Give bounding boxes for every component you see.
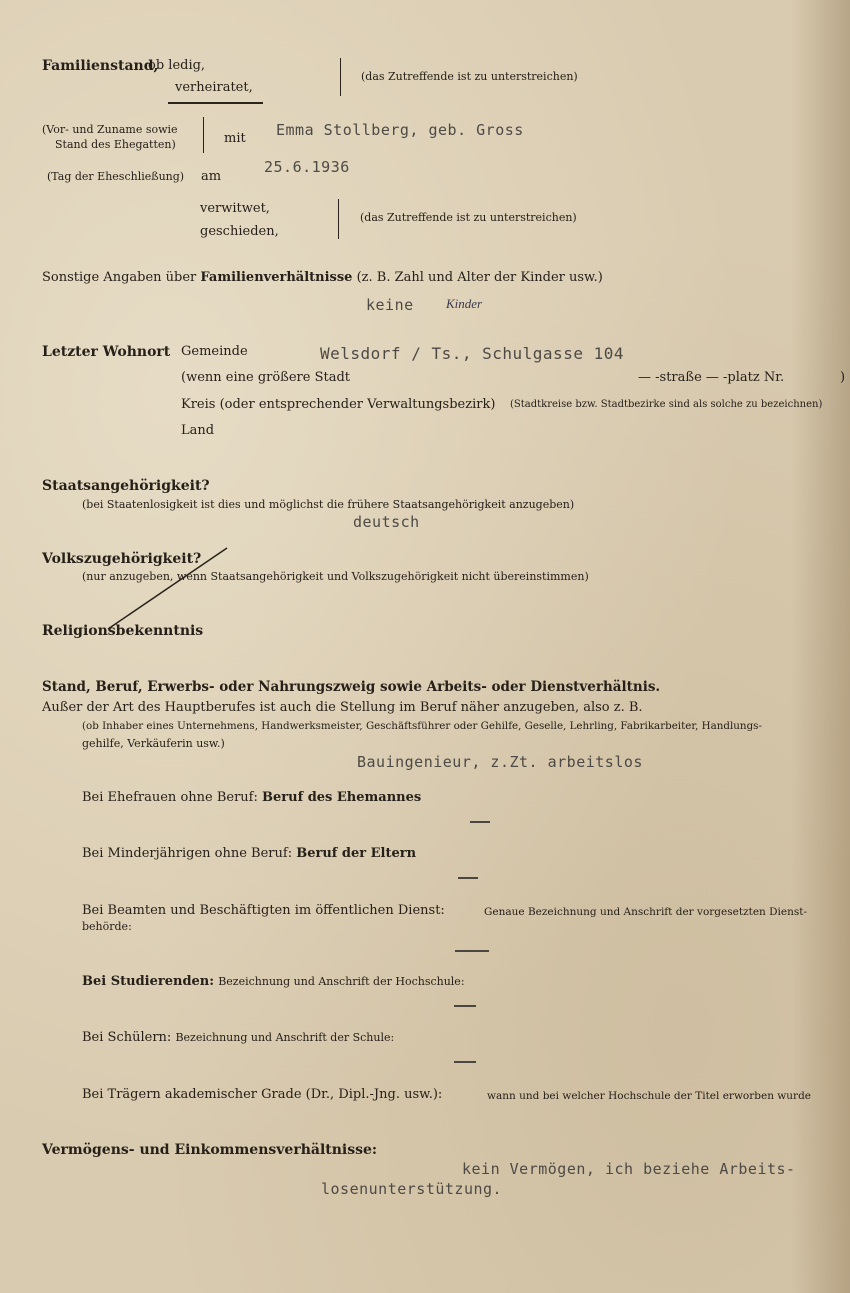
ehegatte-name: Emma Stollberg, geb. Gross <box>276 121 524 139</box>
dash <box>455 950 489 952</box>
tag-label: (Tag der Eheschließung) <box>47 170 185 183</box>
geschieden: geschieden, <box>200 224 279 239</box>
beruf-wert: Bauingenieur, z.Zt. arbeitslos <box>357 753 643 771</box>
klammer-zu: ) <box>840 370 846 385</box>
familienstand-label: Familienstand, <box>42 58 159 74</box>
verwitwet: verwitwet, <box>200 201 270 216</box>
vermoegen-wert-1: kein Vermögen, ich beziehe Arbeits- <box>462 1160 796 1178</box>
ob-ledig: ob ledig, <box>148 58 206 73</box>
staat-label: Staatsangehörigkeit? <box>42 478 210 494</box>
mit-label: mit <box>224 131 246 146</box>
studierende-label: Bei Studierenden: Bezeichnung und Anschrift der Hochschule: <box>82 974 465 989</box>
akadem-hinweis: wann und bei welcher Hochschule der Titel erworben wurde <box>487 1090 812 1102</box>
stadt-hinweis: (wenn eine größere Stadt <box>181 370 351 385</box>
strike-line <box>100 545 230 635</box>
behoerde-label: behörde: <box>82 920 132 933</box>
gemeinde-wert: Welsdorf / Ts., Schulgasse 104 <box>320 344 624 363</box>
dash <box>458 877 478 879</box>
minderjaehrige-label: Bei Minderjährigen ohne Beruf: Beruf der Eltern <box>82 846 417 861</box>
dash <box>454 1061 476 1063</box>
ehefrauen-label: Bei Ehefrauen ohne Beruf: Beruf des Ehemannes <box>82 790 422 805</box>
ehegatte-label-1: (Vor- und Zuname sowie <box>42 123 178 136</box>
ehegatte-label-2: Stand des Ehegatten) <box>55 138 176 151</box>
kinder-typed: keine <box>366 296 414 314</box>
verheiratet: verheiratet, <box>175 80 253 95</box>
beruf-zeile-3: (ob Inhaber eines Unternehmens, Handwerksmeister, Geschäftsführer oder Gehilfe, Geselle, Lehrling, Fabrikarbeiter, Handlungs- <box>82 720 762 732</box>
beruf-zeile-2: Außer der Art des Hauptberufes ist auch die Stellung im Beruf näher anzugeben, also z. B. <box>42 700 643 715</box>
brace <box>340 58 341 96</box>
kreis-label: Kreis (oder entsprechender Verwaltungsbezirk) <box>181 397 496 412</box>
beruf-label: Stand, Beruf, Erwerbs- oder Nahrungszweig sowie Arbeits- oder Dienstverhältnis. <box>42 679 661 695</box>
beruf-zeile-4: gehilfe, Verkäuferin usw.) <box>82 737 225 750</box>
brace <box>338 199 339 239</box>
am-label: am <box>201 169 222 184</box>
vermoegen-label: Vermögens- und Einkommensverhältnisse: <box>42 1142 378 1158</box>
staat-hinweis: (bei Staatenlosigkeit ist dies und möglichst die frühere Staatsangehörigkeit anzugeben) <box>82 498 575 511</box>
wohnort-label: Letzter Wohnort <box>42 344 171 360</box>
dash <box>454 1005 476 1007</box>
land-label: Land <box>181 423 215 438</box>
brace <box>203 117 204 153</box>
beamte-hinweis: Genaue Bezeichnung und Anschrift der vorgesetzten Dienst- <box>484 906 808 918</box>
akadem-label: Bei Trägern akademischer Grade (Dr., Dipl.-Jng. usw.): <box>82 1087 443 1102</box>
underline-verheiratet <box>168 102 263 104</box>
religion-label: Religionsbekenntnis <box>42 623 204 639</box>
strasse-platz: — -straße — -platz Nr. <box>638 370 785 385</box>
beamte-label: Bei Beamten und Beschäftigten im öffentlichen Dienst: <box>82 903 445 918</box>
kinder-handwritten: Kinder <box>446 296 483 311</box>
vermoegen-wert-2: losenunterstützung. <box>321 1180 503 1198</box>
heiratsdatum: 25.6.1936 <box>264 158 350 176</box>
hinweis-unterstreichen: (das Zutreffende ist zu unterstreichen) <box>361 70 578 83</box>
dash <box>470 821 490 823</box>
volk-label: Volkszugehörigkeit? <box>42 551 202 567</box>
volk-hinweis: (nur anzugeben, wenn Staatsangehörigkeit und Volkszugehörigkeit nicht übereinstimmen) <box>82 570 589 583</box>
schueler-label: Bei Schülern: Bezeichnung und Anschrift der Schule: <box>82 1030 395 1045</box>
staat-wert: deutsch <box>353 513 420 531</box>
gemeinde-label: Gemeinde <box>181 344 248 359</box>
kreis-hinweis: (Stadtkreise bzw. Stadtbezirke sind als solche zu bezeichnen) <box>510 399 823 410</box>
hinweis-unterstreichen-2: (das Zutreffende ist zu unterstreichen) <box>360 211 577 224</box>
sonstige-label: Sonstige Angaben über Familienverhältnisse (z. B. Zahl und Alter der Kinder usw.) <box>42 270 603 285</box>
